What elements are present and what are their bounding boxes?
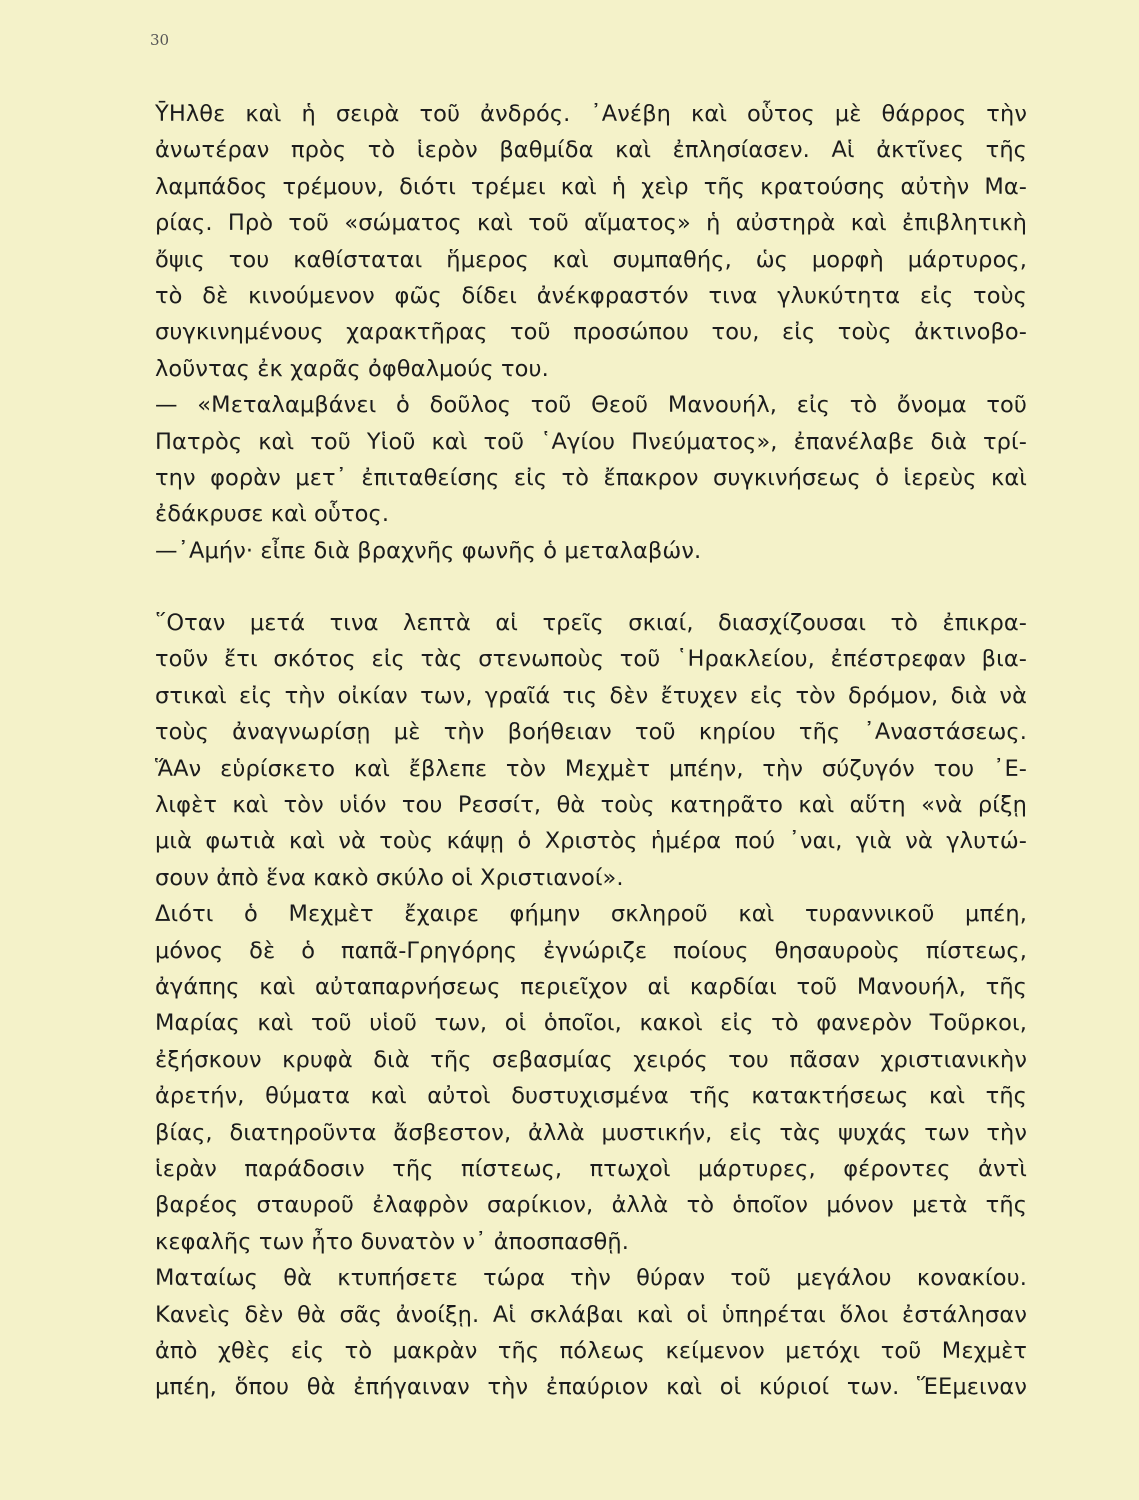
text-line: ἀπὸ χθὲς εἰς τὸ μακρὰν τῆς πόλεως κείμενον μετόχι τοῦ Μεχμὲτ <box>155 1337 1027 1364</box>
text-line: μπέη, ὅπου θὰ ἐπήγαιναν τὴν ἐπαύριον καὶ οἱ κύριοί των. ἝΕμειναν <box>155 1374 1027 1401</box>
text-line: ἐδάκρυσε καὶ οὗτος. <box>155 501 390 528</box>
text-line: ἀρετήν, θύματα καὶ αὐτοὶ δυστυχισμένα τῆς κατακτήσεως καὶ τῆς <box>155 1083 1027 1110</box>
text-line: ἐξήσκουν κρυφὰ διὰ τῆς σεβασμίας χειρός του πᾶσαν χριστιανικὴν <box>155 1046 1027 1073</box>
text-line: λαμπάδος τρέμουν, διότι τρέμει καὶ ἡ χεὶρ τῆς κρατούσης αὐτὴν Μα- <box>155 173 1027 200</box>
text-line: Μαρίας καὶ τοῦ υἱοῦ των, οἱ ὁποῖοι, κακοὶ εἰς τὸ φανερὸν Τοῦρκοι, <box>155 1010 1027 1037</box>
text-line: κεφαλῆς των ἦτο δυνατὸν ν᾿ ἀποσπασθῇ. <box>155 1228 629 1255</box>
text-line: ἀνωτέραν πρὸς τὸ ἱερὸν βαθμίδα καὶ ἐπλησίασεν. Αἱ ἀκτῖνες τῆς <box>155 137 1027 164</box>
text-line: συγκινημένους χαρακτῆρας τοῦ προσώπου του, εἰς τοὺς ἀκτινοβο- <box>155 319 1027 346</box>
text-line: λιφὲτ καὶ τὸν υἱόν του Ρεσσίτ, θὰ τοὺς κατηρᾶτο καὶ αὕτη «νὰ ρίξῃ <box>155 792 1027 819</box>
text-line: ἀγάπης καὶ αὐταπαρνήσεως περιεῖχον αἱ καρδίαι τοῦ Μανουήλ, τῆς <box>155 973 1027 1000</box>
text-line: Πατρὸς καὶ τοῦ Υἱοῦ καὶ τοῦ ῾Αγίου Πνεύματος», ἐπανέλαβε διὰ τρί- <box>155 428 1027 455</box>
text-line: Ματαίως θὰ κτυπήσετε τώρα τὴν θύραν τοῦ μεγάλου κονακίου. <box>155 1265 1027 1292</box>
text-line: τοὺς ἀναγνωρίσῃ μὲ τὴν βοήθειαν τοῦ κηρίου τῆς ᾿Αναστάσεως. <box>155 719 1027 746</box>
text-line: ῞Οταν μετά τινα λεπτὰ αἱ τρεῖς σκιαί, διασχίζουσαι τὸ ἐπικρα- <box>155 610 1027 637</box>
text-line: ρίας. Πρὸ τοῦ «σώματος καὶ τοῦ αἵματος» ἡ αὐστηρὰ καὶ ἐπιβλητικὴ <box>155 210 1027 237</box>
text-line: βίας, διατηροῦντα ἄσβεστον, ἀλλὰ μυστικήν, εἰς τὰς ψυχάς των τὴν <box>155 1119 1027 1146</box>
page-number: 30 <box>150 31 170 49</box>
text-line: την φορὰν μετ᾿ ἐπιταθείσης εἰς τὸ ἔπακρον συγκινήσεως ὁ ἱερεὺς καὶ <box>155 464 1027 491</box>
text-line: τὸ δὲ κινούμενον φῶς δίδει ἀνέκφραστόν τινα γλυκύτητα εἰς τοὺς <box>155 282 1027 309</box>
text-line: ἱερὰν παράδοσιν τῆς πίστεως, πτωχοὶ μάρτυρες, φέροντες ἀντὶ <box>155 1155 1027 1182</box>
section-gap <box>155 569 1027 605</box>
text-line: βαρέος σταυροῦ ἐλαφρὸν σαρίκιον, ἀλλὰ τὸ ὁποῖον μόνον μετὰ τῆς <box>155 1192 1027 1219</box>
paragraph-6 <box>155 1260 1027 1406</box>
text-line: ῩΗλθε καὶ ἡ σειρὰ τοῦ ἀνδρός. ᾽Ανέβη καὶ οὗτος μὲ θάρρος τὴν <box>155 101 1027 127</box>
text-line: σουν ἀπὸ ἕνα κακὸ σκύλο οἱ Χριστιανοί». <box>155 864 624 891</box>
text-line: ἍΑν εὑρίσκετο καὶ ἔβλεπε τὸν Μεχμὲτ μπέην, τὴν σύζυγόν του ᾿Ε- <box>155 755 1027 782</box>
text-line: λοῦντας ἐκ χαρᾶς ὀφθαλμούς του. <box>155 355 549 382</box>
paragraph-3 <box>155 533 1027 569</box>
text-line: — «Μεταλαμβάνει ὁ δοῦλος τοῦ Θεοῦ Μανουήλ, εἰς τὸ ὄνομα τοῦ <box>155 392 1027 419</box>
text-line: ὄψις του καθίσταται ἥμερος καὶ συμπαθής, ὡς μορφὴ μάρτυρος, <box>155 246 1027 273</box>
body-text <box>155 96 1027 1406</box>
text-line: Διότι ὁ Μεχμὲτ ἔχαιρε φήμην σκληροῦ καὶ τυραννικοῦ μπέη, <box>155 901 1027 928</box>
text-line: μιὰ φωτιὰ καὶ νὰ τοὺς κάψῃ ὁ Χριστὸς ἡμέρα πού ᾿ναι, γιὰ νὰ γλυτώ- <box>155 828 1027 855</box>
paragraph-4 <box>155 605 1027 896</box>
text-line: Κανεὶς δὲν θὰ σᾶς ἀνοίξῃ. Αἱ σκλάβαι καὶ οἱ ὑπηρέται ὅλοι ἐστάλησαν <box>155 1301 1027 1328</box>
text-line: μόνος δὲ ὁ παπᾶ-Γρηγόρης ἐγνώριζε ποίους θησαυροὺς πίστεως, <box>155 937 1027 964</box>
text-line: τοῦν ἔτι σκότος εἰς τὰς στενωποὺς τοῦ ῾Ηρακλείου, ἐπέστρεφαν βια- <box>155 646 1027 673</box>
text-line: —᾿Αμήν· εἶπε διὰ βραχνῆς φωνῆς ὁ μεταλαβών. <box>155 537 702 564</box>
paragraph-2 <box>155 387 1027 533</box>
text-line: στικαὶ εἰς τὴν οἰκίαν των, γραῖά τις δὲν ἔτυχεν εἰς τὸν δρόμον, διὰ νὰ <box>155 682 1027 709</box>
paragraph-1 <box>155 96 1027 387</box>
paragraph-5 <box>155 896 1027 1260</box>
